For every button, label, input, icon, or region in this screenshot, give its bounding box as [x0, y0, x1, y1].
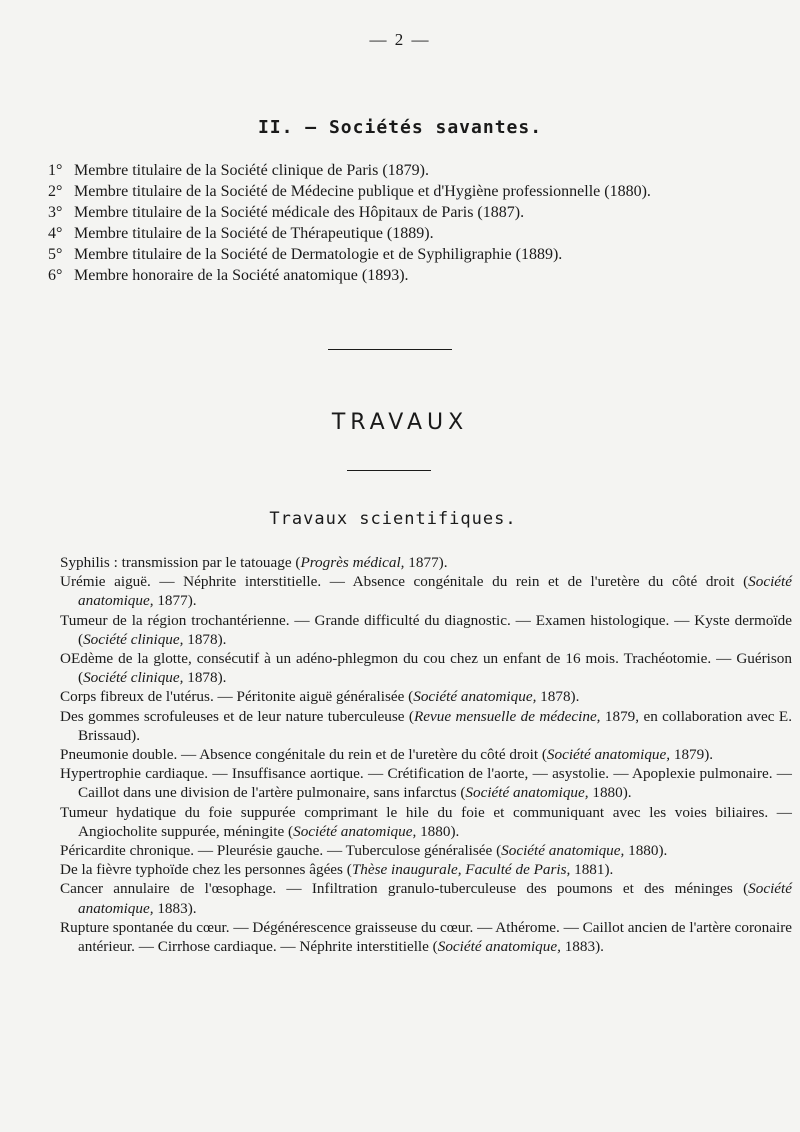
- work-source: Société anatomique,: [437, 938, 561, 956]
- item-text: Membre titulaire de la Société de Médecine publique et d'Hygiène professionnelle (1880).: [74, 183, 651, 200]
- sub-title: Travaux scientifiques.: [269, 509, 517, 529]
- divider: [328, 349, 452, 350]
- work-tail: 1880).: [588, 784, 632, 802]
- list-item: [48, 223, 788, 244]
- work-source: Société anatomique,: [546, 746, 671, 764]
- work-tail: 1879, en collaboration avec E. Brissaud).: [78, 707, 792, 744]
- item-number: 2°: [48, 183, 63, 200]
- work-source: Société anatomique,: [78, 880, 792, 917]
- work-tail: 1877).: [153, 592, 197, 610]
- work-tail: 1878).: [183, 669, 227, 687]
- work-tail: 1883).: [560, 938, 604, 956]
- list-item: [60, 553, 792, 572]
- item-text: Membre titulaire de la Société de Dermatologie et de Syphiligraphie (1889).: [74, 246, 563, 263]
- list-item: [60, 918, 792, 956]
- work-text: Corps fibreux de l'utérus. — Péritonite aiguë généralisée (: [60, 688, 414, 706]
- work-tail: 1877).: [404, 554, 448, 571]
- list-item: [48, 181, 788, 202]
- item-number: 3°: [48, 204, 63, 221]
- work-text: Tumeur de la région trochantérienne. — Grande difficulté du diagnostic. — Examen histologique. — Kyste dermoïde (: [60, 611, 792, 648]
- item-text: Membre titulaire de la Société clinique de Paris (1879).: [74, 162, 429, 179]
- item-number: 1°: [48, 162, 63, 179]
- work-tail: 1880).: [624, 842, 668, 860]
- work-tail: 1880).: [416, 822, 460, 840]
- item-text: Membre titulaire de la Société de Thérapeutique (1889).: [74, 225, 434, 242]
- work-text: De la fièvre typhoïde chez les personnes âgées (: [60, 861, 352, 879]
- work-tail: 1879).: [670, 746, 714, 764]
- list-item: [60, 841, 792, 860]
- work-source: Société anatomique,: [293, 822, 417, 840]
- work-text: Pneumonie double. — Absence congénitale du rein et de l'uretère du côté droit (: [60, 746, 547, 764]
- work-source: Société clinique,: [83, 630, 184, 648]
- work-source: Société anatomique,: [465, 784, 589, 802]
- work-tail: 1878).: [183, 630, 227, 648]
- page-number: — 2 —: [369, 30, 431, 49]
- work-text: Rupture spontanée du cœur. — Dégénérescence graisseuse du cœur. — Athérome. — Caillot ancien de l'artère coronaire antérieur. — Cirrhose cardiaque. — Néphrite interstitielle (: [60, 918, 792, 956]
- work-text: Tumeur hydatique du foie suppurée comprimant le hile du foie et communiquant avec les voies biliaires. — Angiocholite suppurée, méningite (: [60, 803, 792, 840]
- item-text: Membre honoraire de la Société anatomique (1893).: [74, 267, 409, 284]
- main-title: TRAVAUX: [331, 410, 469, 435]
- list-item: [60, 803, 792, 841]
- list-item: [60, 611, 792, 649]
- work-source: Société clinique,: [83, 669, 184, 687]
- list-item: [60, 879, 792, 917]
- work-source: Société anatomique,: [78, 573, 792, 610]
- item-number: 5°: [48, 246, 63, 263]
- work-text: Péricardite chronique. — Pleurésie gauche. — Tuberculose généralisée (: [60, 842, 502, 860]
- list-item: [60, 764, 792, 802]
- list-item: [60, 572, 792, 610]
- work-text: Hypertrophie cardiaque. — Insuffisance aortique. — Crétification de l'aorte, — asystolie. — Apoplexie pulmonaire. — Caillot dans une division de l'artère pulmonaire, sans infarctus (: [60, 765, 792, 802]
- list-item: [60, 649, 792, 687]
- list-item: [48, 244, 788, 265]
- list-item: [60, 860, 792, 879]
- work-source: Revue mensuelle de médecine,: [414, 707, 601, 725]
- work-source: Société anatomique,: [413, 688, 537, 706]
- work-tail: 1883).: [153, 899, 197, 917]
- divider: [347, 470, 431, 471]
- work-tail: 1878).: [536, 688, 580, 706]
- item-number: 6°: [48, 267, 63, 284]
- list-item: [60, 745, 792, 764]
- item-text: Membre titulaire de la Société médicale des Hôpitaux de Paris (1887).: [74, 204, 525, 221]
- item-number: 4°: [48, 225, 63, 242]
- list-item: [48, 160, 788, 181]
- list-item: [60, 687, 792, 706]
- work-text: Cancer annulaire de l'œsophage. — Infiltration granulo-tuberculeuse des poumons et des méninges (: [60, 880, 749, 898]
- work-text: OEdème de la glotte, consécutif à un adéno-phlegmon du cou chez un enfant de 16 mois. Trachéotomie. — Guérison (: [60, 650, 792, 687]
- list-item: [48, 265, 788, 286]
- work-source: Progrès médical,: [300, 554, 405, 571]
- work-text: Syphilis : transmission par le tatouage (: [60, 554, 301, 571]
- list-item: [60, 707, 792, 745]
- list-item: [48, 202, 788, 223]
- works-list: [60, 553, 792, 956]
- work-tail: 1881).: [570, 861, 614, 879]
- section-heading: II. — Sociétés savantes.: [257, 117, 543, 138]
- memberships-list: [48, 160, 788, 286]
- work-text: Urémie aiguë. — Néphrite interstitielle. — Absence congénitale du rein et de l'uretère du côté droit (: [60, 573, 749, 591]
- work-source: Thèse inaugurale, Faculté de Paris,: [351, 861, 571, 879]
- work-source: Société anatomique,: [501, 842, 625, 860]
- work-text: Des gommes scrofuleuses et de leur nature tuberculeuse (: [60, 707, 414, 725]
